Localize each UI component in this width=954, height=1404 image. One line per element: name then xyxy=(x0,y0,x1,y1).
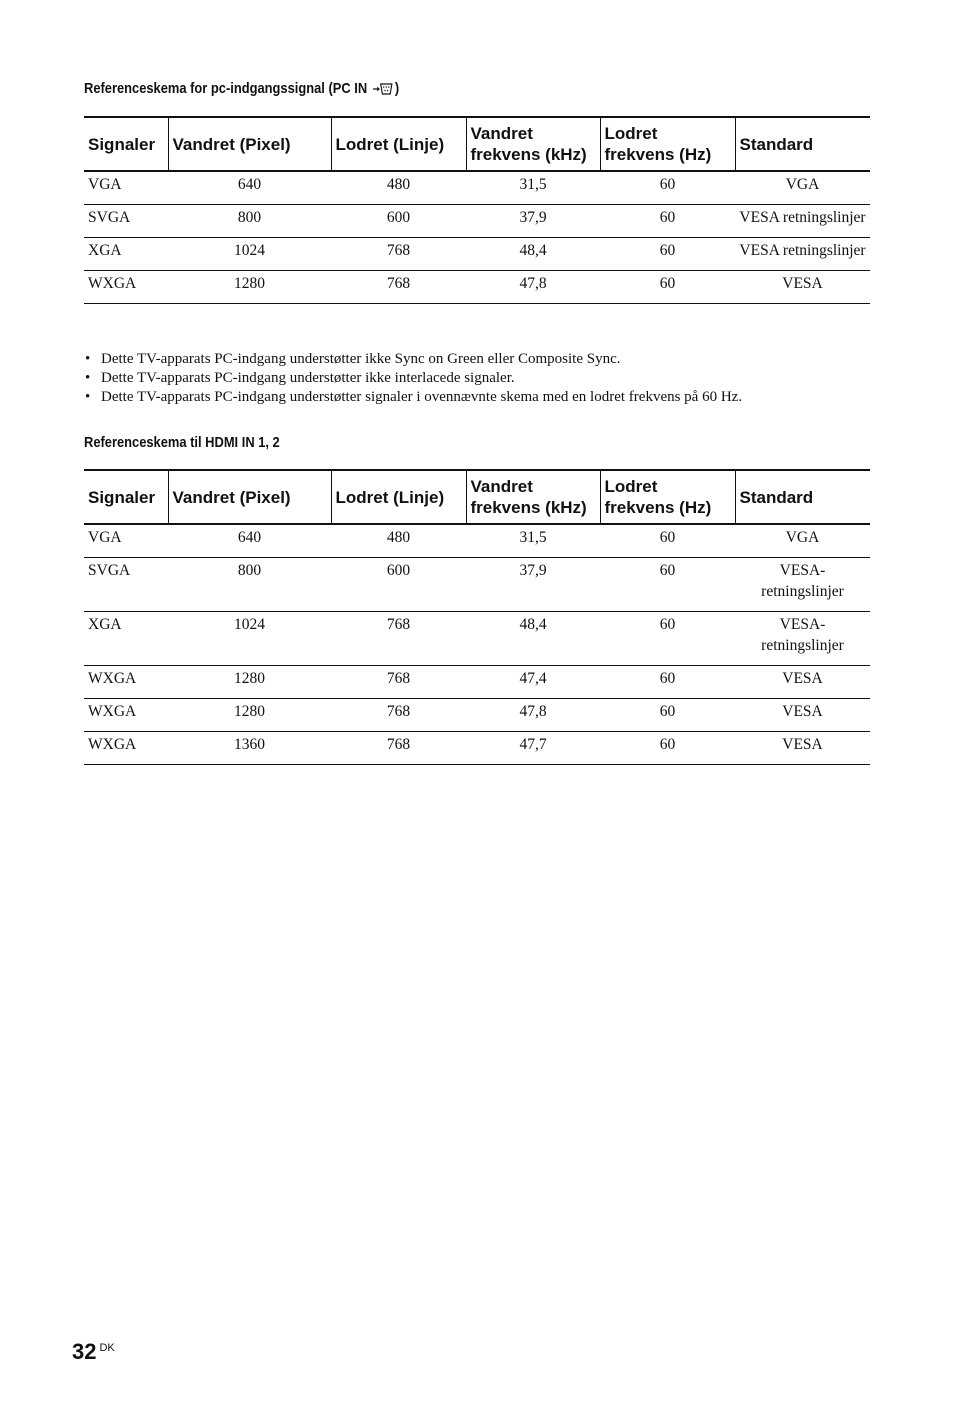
cell-standard: VESA-retningslinjer xyxy=(735,558,870,612)
cell-horizontal-pixel: 1024 xyxy=(168,612,331,666)
cell-horizontal-pixel: 1024 xyxy=(168,238,331,271)
column-header-horizontal-pixel: Vandret (Pixel) xyxy=(168,117,331,171)
cell-vertical-frequency: 60 xyxy=(600,666,735,699)
cell-vertical-frequency: 60 xyxy=(600,524,735,558)
cell-horizontal-pixel: 1360 xyxy=(168,732,331,765)
cell-horizontal-pixel: 1280 xyxy=(168,666,331,699)
column-header-horizontal-frequency: Vandret frekvens (kHz) xyxy=(466,117,600,171)
table-row xyxy=(84,205,870,238)
page-number: 32 xyxy=(72,1339,97,1364)
cell-horizontal-pixel: 1280 xyxy=(168,699,331,732)
cell-signal: SVGA xyxy=(84,205,168,238)
cell-vertical-line: 768 xyxy=(331,271,466,304)
cell-vertical-line: 768 xyxy=(331,699,466,732)
column-header-vertical-line: Lodret (Linje) xyxy=(331,470,466,524)
cell-signal: VGA xyxy=(84,171,168,205)
table-row xyxy=(84,558,870,612)
column-header-horizontal-frequency: Vandret frekvens (kHz) xyxy=(466,470,600,524)
cell-signal: XGA xyxy=(84,238,168,271)
cell-vertical-frequency: 60 xyxy=(600,732,735,765)
cell-vertical-line: 768 xyxy=(331,612,466,666)
header-row xyxy=(84,117,870,171)
cell-horizontal-frequency: 47,8 xyxy=(466,699,600,732)
table-row xyxy=(84,612,870,666)
cell-horizontal-pixel: 800 xyxy=(168,205,331,238)
cell-horizontal-frequency: 31,5 xyxy=(466,171,600,205)
cell-vertical-frequency: 60 xyxy=(600,238,735,271)
cell-standard: VESA retningslinjer xyxy=(735,238,870,271)
column-header-vertical-frequency: Lodret frekvens (Hz) xyxy=(600,117,735,171)
column-header-vertical-line: Lodret (Linje) xyxy=(331,117,466,171)
cell-standard: VESA-retningslinjer xyxy=(735,612,870,666)
cell-horizontal-pixel: 640 xyxy=(168,524,331,558)
table-row xyxy=(84,238,870,271)
table-body xyxy=(84,171,870,304)
column-header-standard: Standard xyxy=(735,117,870,171)
cell-signal: SVGA xyxy=(84,558,168,612)
cell-horizontal-frequency: 31,5 xyxy=(466,524,600,558)
cell-horizontal-frequency: 47,4 xyxy=(466,666,600,699)
table-row xyxy=(84,171,870,205)
pc-signal-table xyxy=(84,116,870,304)
table-body xyxy=(84,524,870,765)
column-header-signal: Signaler xyxy=(84,470,168,524)
column-header-horizontal-pixel: Vandret (Pixel) xyxy=(168,470,331,524)
cell-signal: WXGA xyxy=(84,666,168,699)
section-title-pc-input xyxy=(84,80,399,97)
cell-standard: VESA xyxy=(735,699,870,732)
cell-vertical-line: 480 xyxy=(331,524,466,558)
cell-signal: WXGA xyxy=(84,699,168,732)
table-row xyxy=(84,524,870,558)
table-row xyxy=(84,666,870,699)
table-row xyxy=(84,271,870,304)
cell-vertical-frequency: 60 xyxy=(600,699,735,732)
section-title-close: ) xyxy=(394,80,400,97)
cell-vertical-line: 600 xyxy=(331,558,466,612)
header-row xyxy=(84,470,870,524)
cell-vertical-line: 768 xyxy=(331,732,466,765)
cell-vertical-line: 768 xyxy=(331,238,466,271)
table-row xyxy=(84,732,870,765)
cell-vertical-frequency: 60 xyxy=(600,558,735,612)
cell-standard: VESA xyxy=(735,271,870,304)
column-header-standard: Standard xyxy=(735,470,870,524)
notes-list xyxy=(84,350,884,407)
cell-standard: VESA xyxy=(735,666,870,699)
cell-vertical-line: 600 xyxy=(331,205,466,238)
cell-vertical-frequency: 60 xyxy=(600,205,735,238)
cell-vertical-line: 768 xyxy=(331,666,466,699)
cell-horizontal-frequency: 37,9 xyxy=(466,558,600,612)
note-item: • Dette TV-apparats PC-indgang understøtter ikke Sync on Green eller Composite Sync. xyxy=(84,350,884,369)
language-code: DK xyxy=(99,1342,115,1354)
pc-input-icon xyxy=(373,82,394,96)
cell-horizontal-pixel: 640 xyxy=(168,171,331,205)
cell-signal: XGA xyxy=(84,612,168,666)
cell-horizontal-pixel: 800 xyxy=(168,558,331,612)
cell-horizontal-frequency: 47,7 xyxy=(466,732,600,765)
cell-horizontal-pixel: 1280 xyxy=(168,271,331,304)
cell-vertical-frequency: 60 xyxy=(600,612,735,666)
table-row xyxy=(84,699,870,732)
cell-signal: VGA xyxy=(84,524,168,558)
cell-vertical-frequency: 60 xyxy=(600,171,735,205)
hdmi-signal-table xyxy=(84,469,870,765)
cell-signal: WXGA xyxy=(84,732,168,765)
cell-horizontal-frequency: 48,4 xyxy=(466,612,600,666)
cell-standard: VESA xyxy=(735,732,870,765)
note-item: • Dette TV-apparats PC-indgang understøtter signaler i ovennævnte skema med en lodret frekvens på 60 Hz. xyxy=(84,388,884,407)
page-footer xyxy=(72,1339,115,1365)
cell-standard: VGA xyxy=(735,524,870,558)
cell-vertical-line: 480 xyxy=(331,171,466,205)
cell-standard: VESA retningslinjer xyxy=(735,205,870,238)
cell-horizontal-frequency: 48,4 xyxy=(466,238,600,271)
cell-signal: WXGA xyxy=(84,271,168,304)
cell-horizontal-frequency: 47,8 xyxy=(466,271,600,304)
note-item: • Dette TV-apparats PC-indgang understøtter ikke interlacede signaler. xyxy=(84,369,884,388)
section-title-text: Referenceskema for pc-indgangssignal (PC IN xyxy=(84,80,371,97)
cell-standard: VGA xyxy=(735,171,870,205)
column-header-vertical-frequency: Lodret frekvens (Hz) xyxy=(600,470,735,524)
column-header-signal: Signaler xyxy=(84,117,168,171)
cell-horizontal-frequency: 37,9 xyxy=(466,205,600,238)
section-title-hdmi: Referenceskema til HDMI IN 1, 2 xyxy=(84,434,280,451)
cell-vertical-frequency: 60 xyxy=(600,271,735,304)
